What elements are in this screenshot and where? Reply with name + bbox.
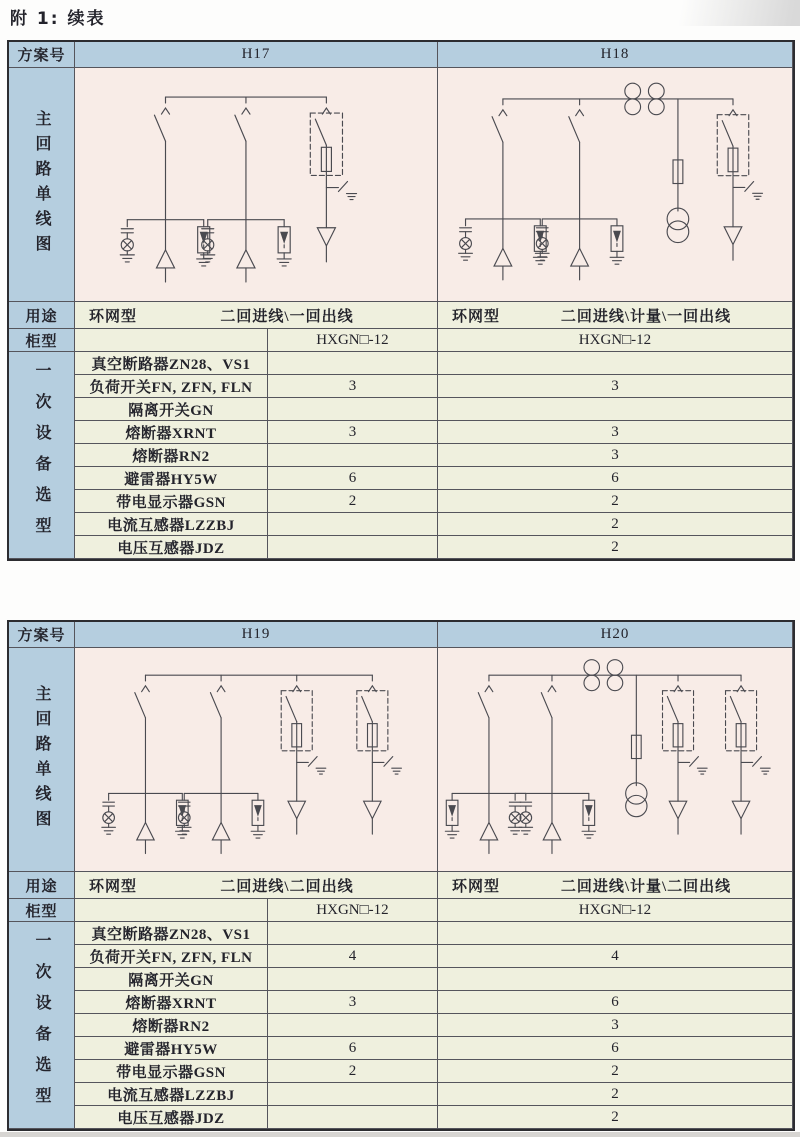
equipment-value-h19 (268, 1014, 438, 1037)
equipment-value-h18: 3 (438, 421, 793, 444)
equipment-value-h20: 2 (438, 1083, 793, 1106)
equipment-label: 避雷器HY5W (75, 1037, 268, 1060)
equipment-label: 真空断路器ZN28、VS1 (75, 352, 268, 375)
usage-row-label: 用途 (9, 302, 75, 329)
equipment-label: 电压互感器JDZ (75, 1106, 268, 1129)
equipment-label: 熔断器XRNT (75, 991, 268, 1014)
scan-artifact (630, 0, 800, 26)
usage-type: 环网型 (89, 878, 138, 895)
equipment-value-h19: 2 (268, 1060, 438, 1083)
equipment-value-h18: 2 (438, 536, 793, 559)
usage-row-label: 用途 (9, 872, 75, 899)
equipment-value-h17: 2 (268, 490, 438, 513)
single-line-diagram-h20 (438, 648, 793, 872)
usage-desc: 二回进线\计量\二回出线 (560, 878, 732, 895)
equipment-label: 带电显示器GSN (75, 490, 268, 513)
cabinet-h19: HXGN□-12 (268, 899, 438, 922)
usage-desc: 二回进线\一回出线 (220, 308, 354, 325)
scheme-id-h17: H17 (75, 42, 438, 68)
scheme-id-h20: H20 (438, 622, 793, 648)
equipment-label: 负荷开关FN, ZFN, FLN (75, 945, 268, 968)
equipment-value-h19 (268, 1083, 438, 1106)
cabinet-row-label: 柜型 (9, 329, 75, 352)
cabinet-h18: HXGN□-12 (438, 329, 793, 352)
equipment-label: 真空断路器ZN28、VS1 (75, 922, 268, 945)
page-title: 附 1: 续表 (10, 9, 106, 29)
cabinet-h17: HXGN□-12 (268, 329, 438, 352)
equipment-value-h17 (268, 444, 438, 467)
equipment-label: 熔断器XRNT (75, 421, 268, 444)
single-line-diagram-h18 (438, 68, 793, 302)
usage-type: 环网型 (89, 308, 138, 325)
equipment-label: 电流互感器LZZBJ (75, 1083, 268, 1106)
usage-type: 环网型 (452, 308, 501, 325)
equipment-label: 电压互感器JDZ (75, 536, 268, 559)
scheme-table-h19-h20 (7, 620, 795, 1131)
equipment-value-h20: 4 (438, 945, 793, 968)
equipment-value-h19: 3 (268, 991, 438, 1014)
scheme-row-label: 方案号 (9, 622, 75, 648)
usage-desc: 二回进线\二回出线 (220, 878, 354, 895)
equipment-label: 电流互感器LZZBJ (75, 513, 268, 536)
equipment-value-h19 (268, 1106, 438, 1129)
scheme-id-h19: H19 (75, 622, 438, 648)
cabinet-blank (75, 329, 268, 352)
usage-type: 环网型 (452, 878, 501, 895)
equipment-value-h20: 2 (438, 1060, 793, 1083)
cabinet-h20: HXGN□-12 (438, 899, 793, 922)
equipment-label: 熔断器RN2 (75, 1014, 268, 1037)
scheme-row-label: 方案号 (9, 42, 75, 68)
equipment-value-h20 (438, 922, 793, 945)
equipment-label: 带电显示器GSN (75, 1060, 268, 1083)
equipment-value-h19 (268, 968, 438, 991)
equipment-label: 隔离开关GN (75, 968, 268, 991)
usage-h20 (438, 872, 793, 899)
equipment-group-label: 一次设备选型 (9, 922, 75, 1129)
diagram-row-label: 主回路单线图 (9, 648, 75, 872)
equipment-value-h18 (438, 398, 793, 421)
scheme-table-h17-h18 (7, 40, 795, 561)
cabinet-row-label: 柜型 (9, 899, 75, 922)
equipment-value-h20: 6 (438, 991, 793, 1014)
equipment-value-h18: 3 (438, 375, 793, 398)
equipment-value-h17: 3 (268, 421, 438, 444)
equipment-label: 隔离开关GN (75, 398, 268, 421)
equipment-value-h20: 2 (438, 1106, 793, 1129)
usage-h17 (75, 302, 438, 329)
equipment-value-h17 (268, 536, 438, 559)
equipment-label: 负荷开关FN, ZFN, FLN (75, 375, 268, 398)
equipment-value-h19: 6 (268, 1037, 438, 1060)
equipment-value-h18 (438, 352, 793, 375)
usage-desc: 二回进线\计量\一回出线 (560, 308, 732, 325)
equipment-value-h19: 4 (268, 945, 438, 968)
equipment-value-h17 (268, 398, 438, 421)
single-line-diagram-h19 (75, 648, 438, 872)
scan-artifact (0, 1132, 800, 1137)
equipment-value-h18: 2 (438, 513, 793, 536)
diagram-row-label: 主回路单线图 (9, 68, 75, 302)
equipment-value-h19 (268, 922, 438, 945)
equipment-value-h18: 6 (438, 467, 793, 490)
equipment-value-h17 (268, 352, 438, 375)
scheme-id-h18: H18 (438, 42, 793, 68)
equipment-label: 熔断器RN2 (75, 444, 268, 467)
equipment-value-h18: 2 (438, 490, 793, 513)
equipment-value-h20: 3 (438, 1014, 793, 1037)
equipment-value-h18: 3 (438, 444, 793, 467)
equipment-value-h17 (268, 513, 438, 536)
single-line-diagram-h17 (75, 68, 438, 302)
equipment-value-h20 (438, 968, 793, 991)
equipment-value-h17: 6 (268, 467, 438, 490)
equipment-value-h20: 6 (438, 1037, 793, 1060)
cabinet-blank (75, 899, 268, 922)
equipment-value-h17: 3 (268, 375, 438, 398)
usage-h18 (438, 302, 793, 329)
usage-h19 (75, 872, 438, 899)
equipment-label: 避雷器HY5W (75, 467, 268, 490)
equipment-group-label: 一次设备选型 (9, 352, 75, 559)
